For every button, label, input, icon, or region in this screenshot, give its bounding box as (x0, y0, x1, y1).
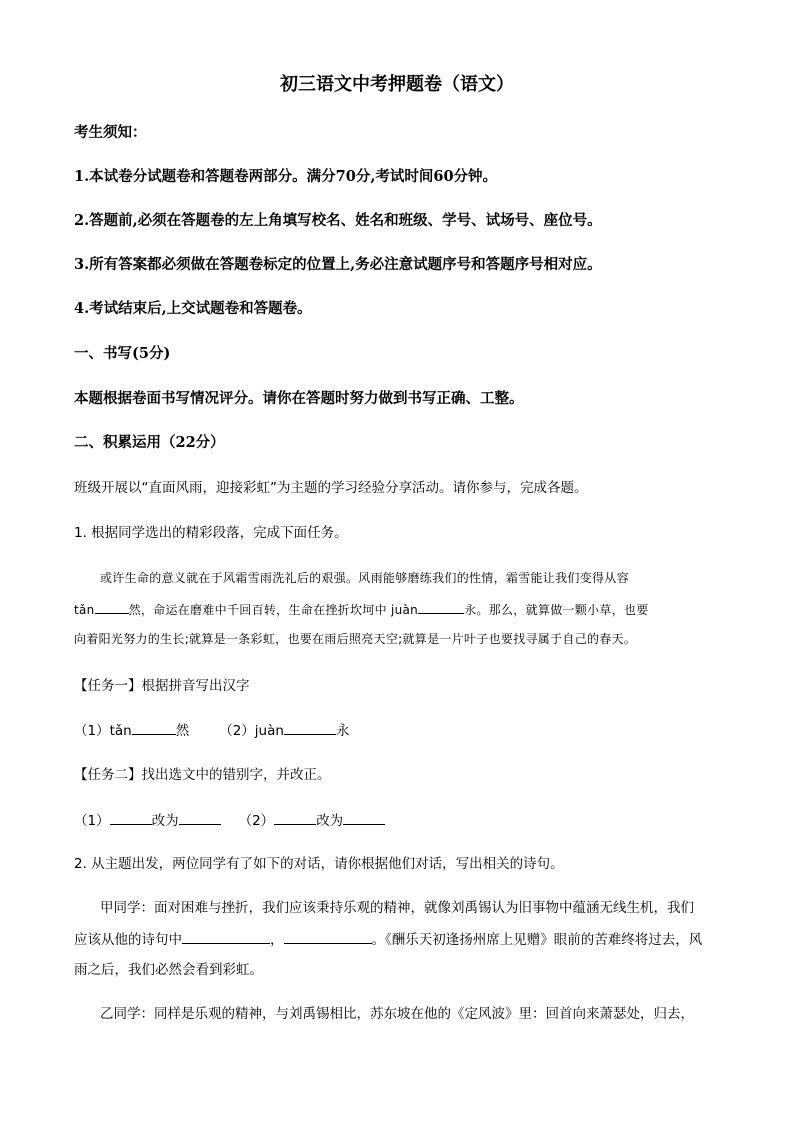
notice-item-3: 3.所有答案都必须做在答题卷标定的位置上,务必注意试题序号和答题序号相对应。 (74, 256, 602, 273)
task-1-title: 【任务一】根据拼音写出汉字 (74, 678, 250, 694)
student-b-line-1: 乙同学：同样是乐观的精神，与刘禹锡相比，苏东坡在他的《定风波》里：回首向来萧瑟处，归去， (100, 1006, 694, 1022)
passage-line-2-end: 永。那么，就算做一颗小草，也要 (464, 603, 649, 617)
task-2-b-change-to: 改为 (316, 813, 344, 829)
task-2-a-change-to: 改为 (151, 813, 179, 829)
section2-intro: 班级开展以“直面风雨，迎接彩虹”为主题的学习经验分享活动。请你参与，完成各题。 (74, 480, 588, 496)
task-2-answers (74, 810, 385, 831)
task-1-a-label: （1）tǎn (74, 723, 132, 739)
task-2-b-blank-wrong[interactable] (274, 810, 316, 825)
question-2-prompt: 2. 从主题出发，两位同学有了如下的对话，请你根据他们对话，写出相关的诗句。 (74, 856, 564, 872)
passage-blank-2 (418, 599, 464, 614)
notice-item-2: 2.答题前,必须在答题卷的左上角填写校名、姓名和班级、学号、试场号、座位号。 (74, 212, 602, 229)
task-1-b-blank[interactable] (284, 720, 336, 735)
task-1-b-label: （2）juàn (219, 723, 284, 739)
task-1-b-suffix: 永 (335, 723, 350, 739)
student-a-line-2-start: 应该从他的诗句中 (74, 932, 182, 948)
section2-heading: 二、积累运用（22分） (74, 434, 225, 451)
poem-blank-2[interactable] (284, 929, 372, 944)
poem-blank-1[interactable] (182, 929, 270, 944)
task-2-b-label: （2） (238, 813, 275, 829)
student-a-line-2-comma: ， (270, 932, 284, 948)
notice-heading: 考生须知： (74, 124, 147, 141)
task-1-a-suffix: 然 (175, 723, 190, 739)
student-a-line-2 (74, 929, 702, 950)
student-a-line-1: 甲同学：面对困难与挫折，我们应该秉持乐观的精神，就像刘禹锡认为旧事物中蕴涵无线生机，我们 (100, 900, 694, 916)
passage-blank-1 (95, 599, 129, 614)
task-2-b-blank-correct[interactable] (343, 810, 385, 825)
passage-pinyin-tan: tǎn (74, 603, 95, 617)
notice-item-1: 1.本试卷分试题卷和答题卷两部分。满分70分,考试时间60分钟。 (74, 168, 498, 185)
page-title: 初三语文中考押题卷（语文） (280, 74, 514, 95)
task-2-title: 【任务二】找出选文中的错别字，并改正。 (74, 767, 331, 783)
task-1-answers (74, 720, 349, 741)
task-2-a-label: （1） (74, 813, 110, 829)
task-2-a-blank-correct[interactable] (179, 810, 221, 825)
passage-line-2-middle: 然，命运在磨难中千回百转，生命在挫折坎坷中 juàn (128, 603, 419, 617)
passage-line-3: 向着阳光努力的生长;就算是一条彩虹，也要在雨后照亮天空;就算是一片叶子也要找寻属于自己的春天。 (74, 632, 637, 646)
task-2-a-blank-wrong[interactable] (110, 810, 152, 825)
notice-item-4: 4.考试结束后,上交试题卷和答题卷。 (74, 300, 312, 317)
student-a-line-3: 雨之后，我们必然会看到彩虹。 (74, 962, 263, 978)
task-1-a-blank[interactable] (132, 720, 176, 735)
section1-heading: 一、书写(5分) (74, 345, 171, 362)
student-a-line-2-end: 。《酬乐天初逢扬州席上见赠》眼前的苦难终将过去，风 (371, 932, 703, 948)
passage-line-2 (74, 599, 649, 619)
question-1-prompt: 1. 根据同学选出的精彩段落，完成下面任务。 (74, 525, 348, 541)
passage-line-1: 或许生命的意义就在于风霜雪雨洗礼后的艰强。风雨能够磨练我们的性情，霜雪能让我们变得从容 (100, 571, 629, 585)
section1-text: 本题根据卷面书写情况评分。请你在答题时努力做到书写正确、工整。 (74, 390, 524, 407)
